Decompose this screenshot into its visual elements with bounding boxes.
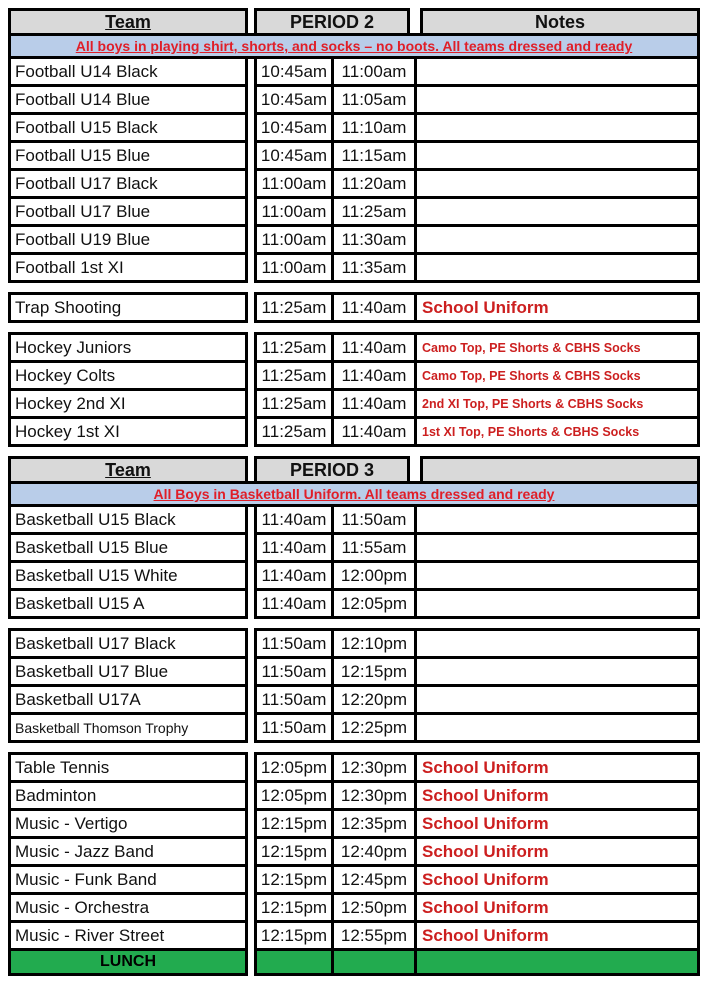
- team-name-cell: [8, 752, 248, 783]
- end-time-cell: [331, 84, 417, 115]
- table-block-s1-g3: [8, 332, 700, 447]
- team-name-cell: [8, 656, 248, 687]
- table-row: [8, 920, 700, 951]
- uniform-note-cell: [414, 712, 700, 743]
- start-time-cell: [254, 196, 334, 227]
- end-time-cell-text: 12:20pm: [340, 689, 408, 709]
- team-name-cell-text: Football U15 Blue: [15, 145, 151, 165]
- table-row: [8, 588, 700, 619]
- team-name-cell: [8, 112, 248, 143]
- team-name-cell-text: Football U17 Black: [15, 173, 158, 193]
- end-time-cell: [331, 588, 417, 619]
- uniform-note-cell: [414, 560, 700, 591]
- start-time-cell-text: 11:25am: [261, 421, 327, 441]
- team-name-cell: [8, 84, 248, 115]
- table-row: [8, 292, 700, 323]
- uniform-note-cell: [414, 416, 700, 447]
- end-time-cell-text: 11:15am: [341, 145, 407, 165]
- team-name-cell-text: Basketball U15 Black: [15, 509, 176, 529]
- table-row: [8, 892, 700, 923]
- start-time-cell-text: 11:00am: [261, 229, 327, 249]
- notes-column-header: [420, 456, 700, 484]
- start-time-cell: [254, 112, 334, 143]
- start-time-cell: [254, 292, 334, 323]
- end-time-cell-text: 12:05pm: [340, 593, 408, 613]
- team-name-cell-text: Basketball U17 Black: [15, 633, 176, 653]
- start-time-cell-text: 11:50am: [261, 633, 327, 653]
- team-name-cell: [8, 332, 248, 363]
- end-time-cell-text: 12:50pm: [340, 897, 408, 917]
- start-time-cell: [254, 780, 334, 811]
- end-time-cell: [331, 224, 417, 255]
- table-row: [8, 196, 700, 227]
- end-time-cell: [331, 252, 417, 283]
- team-name-cell-text: Football 1st XI: [15, 257, 124, 277]
- start-time-cell: [254, 140, 334, 171]
- team-name-cell-text: Badminton: [15, 785, 97, 805]
- team-name-cell-text: Hockey Juniors: [15, 337, 132, 357]
- uniform-note-cell: [414, 864, 700, 895]
- end-time-cell-text: 12:00pm: [340, 565, 408, 585]
- end-time-cell-text: 11:40am: [341, 393, 407, 413]
- team-name-cell-text: Hockey 2nd XI: [15, 393, 126, 413]
- uniform-note-cell: [414, 836, 700, 867]
- uniform-note-cell: [414, 84, 700, 115]
- start-time-cell: [254, 684, 334, 715]
- team-name-cell-text: Hockey 1st XI: [15, 421, 120, 441]
- start-time-cell: [254, 864, 334, 895]
- start-time-cell-text: 11:25am: [261, 393, 327, 413]
- start-time-cell: [254, 332, 334, 363]
- table-block-s2-g1: [8, 456, 700, 619]
- start-time-cell: [254, 56, 334, 87]
- end-time-cell-text: 12:45pm: [340, 869, 408, 889]
- end-time-cell: [331, 808, 417, 839]
- team-name-cell: [8, 628, 248, 659]
- start-time-cell: [254, 628, 334, 659]
- start-time-cell-text: 11:40am: [261, 537, 327, 557]
- end-time-cell: [331, 712, 417, 743]
- uniform-note-cell-text: School Uniform: [422, 297, 549, 317]
- team-name-cell: [8, 864, 248, 895]
- uniform-note-cell: [414, 388, 700, 419]
- team-name-cell: [8, 560, 248, 591]
- end-time-cell: [331, 892, 417, 923]
- team-name-cell: [8, 252, 248, 283]
- end-time-cell-text: 11:10am: [341, 117, 407, 137]
- start-time-cell: [254, 808, 334, 839]
- end-time-cell-text: 12:55pm: [340, 925, 408, 945]
- start-time-cell-text: 11:25am: [261, 365, 327, 385]
- team-name-cell: [8, 140, 248, 171]
- table-row: [8, 628, 700, 659]
- start-time-cell-text: 11:50am: [261, 717, 327, 737]
- team-name-cell: [8, 388, 248, 419]
- start-time-cell-text: 11:40am: [261, 593, 327, 613]
- start-time-cell-text: 10:45am: [260, 145, 328, 165]
- table-block-s2-g3: [8, 752, 700, 976]
- team-name-cell-text: Basketball U15 White: [15, 565, 178, 585]
- uniform-note-cell-text: School Uniform: [422, 925, 549, 945]
- team-name-cell-text: Basketball U15 A: [15, 593, 145, 613]
- team-name-cell-text: Music - River Street: [15, 925, 165, 945]
- end-time-cell: [331, 360, 417, 391]
- uniform-note-cell: [414, 752, 700, 783]
- start-time-cell: [254, 920, 334, 951]
- uniform-note-cell: [414, 504, 700, 535]
- start-time-cell-text: 12:05pm: [260, 785, 328, 805]
- uniform-note-cell: [414, 808, 700, 839]
- uniform-note-cell: [414, 684, 700, 715]
- team-name-cell: [8, 780, 248, 811]
- uniform-note-cell-text: School Uniform: [422, 785, 549, 805]
- table-row: [8, 252, 700, 283]
- start-time-cell: [254, 416, 334, 447]
- team-name-cell-text: Football U15 Black: [15, 117, 158, 137]
- uniform-note-cell-text: School Uniform: [422, 757, 549, 777]
- uniform-note-cell: [414, 168, 700, 199]
- team-name-cell-text: Music - Funk Band: [15, 869, 157, 889]
- dress-code-banner-text: All Boys in Basketball Uniform. All teams dressed and ready: [153, 486, 555, 502]
- end-time-cell: [331, 292, 417, 323]
- uniform-note-cell: [414, 360, 700, 391]
- table-row: [8, 712, 700, 743]
- uniform-note-cell: [414, 948, 700, 976]
- lunch-row: [8, 948, 700, 976]
- team-name-cell: [8, 712, 248, 743]
- uniform-note-cell-text: School Uniform: [422, 869, 549, 889]
- team-column-header: [8, 8, 248, 36]
- end-time-cell-text: 12:40pm: [340, 841, 408, 861]
- start-time-cell-text: 11:00am: [261, 173, 327, 193]
- team-name-cell-text: Football U14 Blue: [15, 89, 151, 109]
- team-name-cell: [8, 588, 248, 619]
- team-name-cell-text: Music - Vertigo: [15, 813, 128, 833]
- table-row: [8, 84, 700, 115]
- end-time-cell: [331, 332, 417, 363]
- table-row: [8, 532, 700, 563]
- end-time-cell-text: 11:25am: [341, 201, 407, 221]
- team-name-cell-text: Basketball U15 Blue: [15, 537, 169, 557]
- table-row: [8, 416, 700, 447]
- end-time-cell-text: 11:05am: [341, 89, 407, 109]
- uniform-note-cell-text: School Uniform: [422, 897, 549, 917]
- team-column-header-text: Team: [105, 11, 151, 32]
- team-name-cell-text: Football U17 Blue: [15, 201, 151, 221]
- team-name-cell-text: Trap Shooting: [15, 297, 122, 317]
- team-name-cell-text: Football U14 Black: [15, 61, 158, 81]
- end-time-cell: [331, 836, 417, 867]
- team-name-cell-text: Basketball U17A: [15, 689, 141, 709]
- end-time-cell-text: 12:15pm: [340, 661, 408, 681]
- start-time-cell-text: 11:00am: [261, 257, 327, 277]
- team-name-cell: [8, 808, 248, 839]
- team-name-cell: [8, 360, 248, 391]
- table-block-s2-g2: [8, 628, 700, 743]
- table-block-s1-g1: [8, 8, 700, 283]
- uniform-note-cell-text: Camo Top, PE Shorts & CBHS Socks: [422, 368, 641, 383]
- team-name-cell: [8, 920, 248, 951]
- start-time-cell: [254, 224, 334, 255]
- uniform-note-cell-text: Camo Top, PE Shorts & CBHS Socks: [422, 340, 641, 355]
- table-row: [8, 504, 700, 535]
- team-name-cell: [8, 836, 248, 867]
- end-time-cell: [331, 112, 417, 143]
- end-time-cell: [331, 416, 417, 447]
- table-row: [8, 112, 700, 143]
- end-time-cell-text: 12:30pm: [340, 757, 408, 777]
- period-column-header: [254, 456, 410, 484]
- end-time-cell: [331, 780, 417, 811]
- uniform-note-cell-text: School Uniform: [422, 841, 549, 861]
- end-time-cell-text: 11:40am: [341, 365, 407, 385]
- end-time-cell-text: 12:25pm: [340, 717, 408, 737]
- end-time-cell: [331, 628, 417, 659]
- uniform-note-cell: [414, 140, 700, 171]
- start-time-cell-text: 11:40am: [261, 565, 327, 585]
- start-time-cell: [254, 892, 334, 923]
- table-row: [8, 560, 700, 591]
- team-column-header: [8, 456, 248, 484]
- table-row: [8, 360, 700, 391]
- table-row: [8, 224, 700, 255]
- end-time-cell-text: 11:30am: [341, 229, 407, 249]
- dress-code-banner-text: All boys in playing shirt, shorts, and socks – no boots. All teams dressed and ready: [75, 38, 633, 54]
- start-time-cell: [254, 504, 334, 535]
- start-time-cell: [254, 656, 334, 687]
- start-time-cell: [254, 948, 334, 976]
- end-time-cell: [331, 656, 417, 687]
- team-name-cell-text: Hockey Colts: [15, 365, 116, 385]
- lunch-label-cell: [8, 948, 248, 976]
- end-time-cell: [331, 504, 417, 535]
- end-time-cell: [331, 560, 417, 591]
- column-gap: [410, 456, 420, 484]
- start-time-cell-text: 10:45am: [260, 61, 328, 81]
- end-time-cell-text: 11:40am: [341, 337, 407, 357]
- end-time-cell-text: 12:35pm: [340, 813, 408, 833]
- uniform-note-cell-text: School Uniform: [422, 813, 549, 833]
- team-name-cell-text: Music - Orchestra: [15, 897, 150, 917]
- team-column-header-text: Team: [105, 459, 151, 480]
- uniform-note-cell: [414, 588, 700, 619]
- end-time-cell: [331, 684, 417, 715]
- start-time-cell-text: 12:15pm: [260, 813, 328, 833]
- team-name-cell-text: Football U19 Blue: [15, 229, 151, 249]
- table-block-s1-g2: [8, 292, 700, 323]
- table-row: [8, 56, 700, 87]
- start-time-cell-text: 11:40am: [261, 509, 327, 529]
- end-time-cell: [331, 532, 417, 563]
- team-name-cell-text: Basketball Thomson Trophy: [15, 719, 189, 736]
- end-time-cell: [331, 752, 417, 783]
- table-row: [8, 780, 700, 811]
- team-name-cell: [8, 504, 248, 535]
- notes-column-header: [420, 8, 700, 36]
- end-time-cell: [331, 388, 417, 419]
- table-row: [8, 140, 700, 171]
- uniform-note-cell-text: 2nd XI Top, PE Shorts & CBHS Socks: [422, 396, 644, 411]
- uniform-note-cell: [414, 920, 700, 951]
- team-name-cell: [8, 224, 248, 255]
- uniform-note-cell: [414, 252, 700, 283]
- end-time-cell: [331, 948, 417, 976]
- team-name-cell: [8, 56, 248, 87]
- start-time-cell-text: 11:00am: [261, 201, 327, 221]
- team-name-cell: [8, 292, 248, 323]
- uniform-note-cell: [414, 224, 700, 255]
- start-time-cell-text: 11:25am: [261, 337, 327, 357]
- uniform-note-cell: [414, 892, 700, 923]
- team-name-cell: [8, 684, 248, 715]
- period-column-header-text: PERIOD 3: [289, 459, 375, 480]
- table-row: [8, 168, 700, 199]
- start-time-cell-text: 10:45am: [260, 89, 328, 109]
- uniform-note-cell-text: 1st XI Top, PE Shorts & CBHS Socks: [422, 424, 640, 439]
- team-name-cell: [8, 532, 248, 563]
- table-row: [8, 752, 700, 783]
- start-time-cell: [254, 588, 334, 619]
- end-time-cell-text: 12:10pm: [340, 633, 408, 653]
- team-name-cell: [8, 196, 248, 227]
- start-time-cell-text: 11:50am: [261, 689, 327, 709]
- notes-column-header-text: Notes: [534, 11, 585, 32]
- start-time-cell-text: 12:15pm: [260, 841, 328, 861]
- uniform-note-cell: [414, 656, 700, 687]
- header-row: [8, 8, 700, 36]
- end-time-cell-text: 11:55am: [341, 537, 407, 557]
- lunch-label-cell-text: LUNCH: [100, 953, 156, 970]
- end-time-cell: [331, 168, 417, 199]
- end-time-cell: [331, 140, 417, 171]
- end-time-cell-text: 11:00am: [341, 61, 407, 81]
- uniform-note-cell: [414, 196, 700, 227]
- table-row: [8, 808, 700, 839]
- uniform-note-cell: [414, 112, 700, 143]
- start-time-cell: [254, 752, 334, 783]
- start-time-cell-text: 10:45am: [260, 117, 328, 137]
- start-time-cell: [254, 388, 334, 419]
- end-time-cell-text: 11:40am: [341, 297, 407, 317]
- table-row: [8, 388, 700, 419]
- start-time-cell: [254, 560, 334, 591]
- table-row: [8, 684, 700, 715]
- start-time-cell: [254, 168, 334, 199]
- uniform-note-cell: [414, 532, 700, 563]
- end-time-cell: [331, 864, 417, 895]
- start-time-cell: [254, 532, 334, 563]
- end-time-cell-text: 11:20am: [341, 173, 407, 193]
- team-name-cell-text: Table Tennis: [15, 757, 110, 777]
- table-row: [8, 332, 700, 363]
- header-row: [8, 456, 700, 484]
- start-time-cell: [254, 712, 334, 743]
- team-name-cell-text: Music - Jazz Band: [15, 841, 154, 861]
- end-time-cell-text: 12:30pm: [340, 785, 408, 805]
- team-name-cell: [8, 416, 248, 447]
- team-name-cell: [8, 892, 248, 923]
- column-gap: [410, 8, 420, 36]
- period-column-header-text: PERIOD 2: [289, 11, 375, 32]
- start-time-cell-text: 12:15pm: [260, 925, 328, 945]
- start-time-cell-text: 12:15pm: [260, 869, 328, 889]
- end-time-cell: [331, 196, 417, 227]
- start-time-cell: [254, 84, 334, 115]
- start-time-cell-text: 11:50am: [261, 661, 327, 681]
- team-name-cell: [8, 168, 248, 199]
- uniform-note-cell: [414, 780, 700, 811]
- end-time-cell-text: 11:40am: [341, 421, 407, 441]
- table-row: [8, 836, 700, 867]
- end-time-cell-text: 11:50am: [341, 509, 407, 529]
- end-time-cell-text: 11:35am: [341, 257, 407, 277]
- start-time-cell-text: 11:25am: [261, 297, 327, 317]
- start-time-cell: [254, 836, 334, 867]
- period-column-header: [254, 8, 410, 36]
- start-time-cell: [254, 360, 334, 391]
- start-time-cell-text: 12:15pm: [260, 897, 328, 917]
- start-time-cell-text: 12:05pm: [260, 757, 328, 777]
- uniform-note-cell: [414, 292, 700, 323]
- uniform-note-cell: [414, 56, 700, 87]
- end-time-cell: [331, 56, 417, 87]
- uniform-note-cell: [414, 628, 700, 659]
- table-row: [8, 656, 700, 687]
- team-name-cell-text: Basketball U17 Blue: [15, 661, 169, 681]
- start-time-cell: [254, 252, 334, 283]
- table-row: [8, 864, 700, 895]
- end-time-cell: [331, 920, 417, 951]
- uniform-note-cell: [414, 332, 700, 363]
